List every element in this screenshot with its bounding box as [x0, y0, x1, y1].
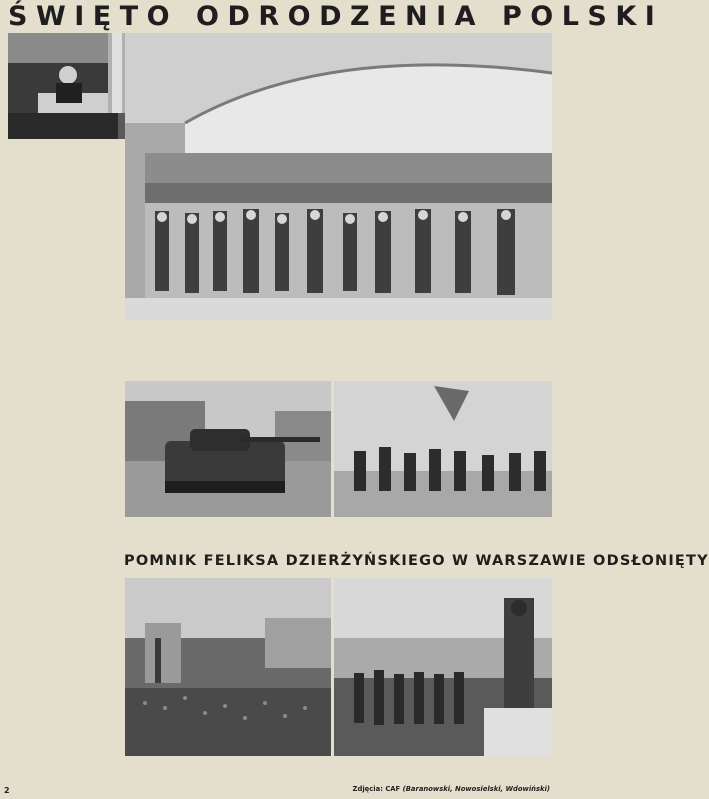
photo-grandstand-officers — [125, 33, 552, 320]
photo-unveiling-speaker — [334, 578, 552, 756]
column-text — [8, 520, 121, 785]
section-headline: POMNIK FELIKSA DZIERŻYŃSKIEGO W WARSZAWIE ODSŁONIĘTY — [124, 553, 709, 569]
credit-names: (Baranowski, Nowosielski, Wdowiński) — [402, 785, 550, 793]
caption-unveiling-speaker — [334, 758, 552, 784]
page-number: 2 — [4, 786, 10, 795]
caption-tank-parade — [125, 520, 331, 548]
photo-square-crowd — [125, 578, 331, 756]
photo-tank-parade — [125, 381, 331, 517]
credit-agency: CAF — [385, 785, 401, 793]
intro-text — [8, 143, 121, 517]
photo-credit — [300, 784, 550, 794]
caption-grandstand — [125, 322, 552, 378]
photo-paratroopers — [334, 381, 552, 517]
caption-paratroopers — [334, 520, 552, 548]
caption-square-crowd — [125, 758, 331, 784]
page-headline: ŚWIĘTO ODRODZENIA POLSKI — [8, 1, 664, 32]
credit-label: Zdjęcia: — [352, 785, 383, 793]
